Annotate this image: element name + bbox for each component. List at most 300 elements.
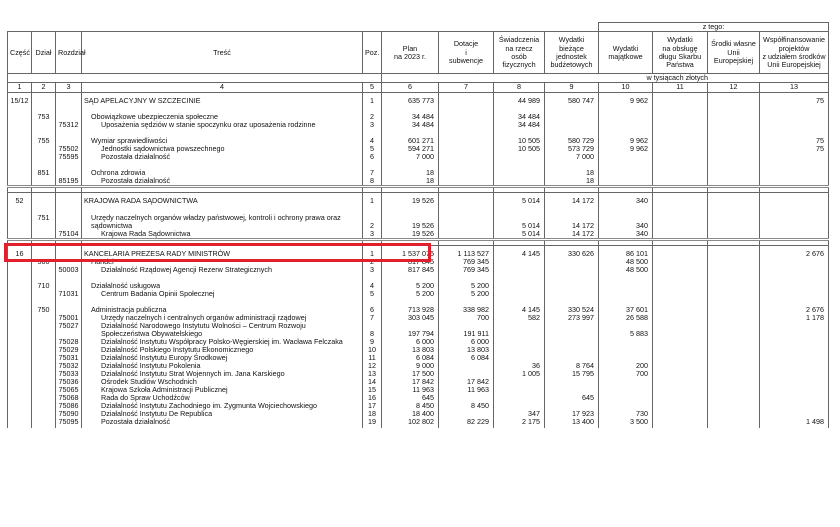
cell-biez: 14 172	[545, 193, 599, 206]
cell-tresc: sądownictwa	[82, 222, 363, 230]
cell-tresc: Działalność Instytutu Pokolenia	[82, 362, 363, 370]
cell-dzial	[32, 394, 56, 402]
empty-cell	[494, 161, 545, 169]
cell-maj	[599, 346, 653, 354]
cell-dlug	[653, 370, 708, 378]
cell-biez: 17 923	[545, 410, 599, 418]
cell-poz: 3	[363, 230, 382, 240]
cell-maj	[599, 121, 653, 129]
column-number: 8	[494, 83, 545, 92]
cell-dzial	[32, 346, 56, 354]
cell-plan: 817 845	[382, 258, 439, 266]
cell-czesc	[8, 378, 32, 386]
cell-rozdzial: 75090	[56, 410, 82, 418]
cell-dzial: 710	[32, 282, 56, 290]
cell-srodki	[708, 418, 760, 426]
cell-dzial	[32, 121, 56, 129]
cell-poz: 1	[363, 193, 382, 206]
cell-wspol: 2 676	[760, 306, 829, 314]
column-header: Rozdział	[56, 32, 82, 74]
empty-cell	[708, 274, 760, 282]
cell-plan: 19 526	[382, 230, 439, 240]
cell-maj: 9 962	[599, 92, 653, 105]
cell-dzial	[32, 418, 56, 426]
cell-plan: 8 450	[382, 402, 439, 410]
cell-srodki	[708, 338, 760, 346]
cell-poz: 9	[363, 338, 382, 346]
cell-poz: 16	[363, 394, 382, 402]
cell-dot: 769 345	[439, 266, 494, 274]
empty-cell	[8, 129, 32, 137]
cell-swiad: 34 484	[494, 113, 545, 121]
cell-rozdzial: 75065	[56, 386, 82, 394]
cell-dlug	[653, 266, 708, 274]
cell-dzial: 755	[32, 137, 56, 145]
cell-dlug	[653, 282, 708, 290]
cell-dzial	[32, 386, 56, 394]
cell-czesc: 52	[8, 193, 32, 206]
cell-czesc	[8, 394, 32, 402]
cell-srodki	[708, 346, 760, 354]
cell-dzial	[32, 354, 56, 362]
cell-dot	[439, 121, 494, 129]
empty-cell	[382, 206, 439, 214]
cell-wspol: 1 498	[760, 418, 829, 426]
cell-swiad	[494, 394, 545, 402]
empty-cell	[8, 161, 32, 169]
cell-srodki	[708, 222, 760, 230]
cell-tresc: Jednostki sądownictwa powszechnego	[82, 145, 363, 153]
empty-cell	[8, 274, 32, 282]
cell-wspol	[760, 362, 829, 370]
cell-czesc	[8, 290, 32, 298]
cell-srodki	[708, 258, 760, 266]
cell-wspol	[760, 177, 829, 187]
cell-wspol	[760, 222, 829, 230]
cell-plan: 102 802	[382, 418, 439, 426]
cell-wspol	[760, 214, 829, 222]
cell-biez: 18	[545, 169, 599, 177]
cell-czesc	[8, 386, 32, 394]
cell-srodki	[708, 402, 760, 410]
cell-wspol	[760, 338, 829, 346]
cell-dlug	[653, 362, 708, 370]
column-number: 7	[439, 83, 494, 92]
empty-cell	[56, 206, 82, 214]
table-row	[8, 92, 829, 105]
cell-tresc: Działalność Instytutu Strat Wojennych im. Jana Karskiego	[82, 370, 363, 378]
cell-dot: 338 982	[439, 306, 494, 314]
cell-dot	[439, 214, 494, 222]
cell-wspol	[760, 113, 829, 121]
cell-rozdzial: 75068	[56, 394, 82, 402]
table-row	[8, 418, 829, 426]
cell-rozdzial: 75502	[56, 145, 82, 153]
cell-biez	[545, 322, 599, 330]
cell-biez	[545, 113, 599, 121]
cell-srodki	[708, 214, 760, 222]
column-number: 5	[363, 83, 382, 92]
cell-tresc: Działalność Instytutu Zachodniego im. Zygmunta Wojciechowskiego	[82, 402, 363, 410]
cell-srodki	[708, 306, 760, 314]
cell-swiad: 5 014	[494, 193, 545, 206]
column-number: 6	[382, 83, 439, 92]
cell-dlug	[653, 306, 708, 314]
cell-czesc	[8, 402, 32, 410]
cell-poz: 2	[363, 222, 382, 230]
cell-swiad	[494, 330, 545, 338]
empty-cell	[653, 274, 708, 282]
cell-tresc: Ochrona zdrowia	[82, 169, 363, 177]
cell-swiad	[494, 290, 545, 298]
cell-srodki	[708, 121, 760, 129]
cell-dot: 6 084	[439, 354, 494, 362]
cell-biez	[545, 290, 599, 298]
cell-srodki	[708, 330, 760, 338]
cell-tresc: Pozostała działalność	[82, 177, 363, 187]
cell-biez: 330 524	[545, 306, 599, 314]
cell-srodki	[708, 354, 760, 362]
cell-tresc: Działalność Rządowej Agencji Rezerw Strategicznych	[82, 266, 363, 274]
cell-swiad	[494, 378, 545, 386]
cell-maj	[599, 113, 653, 121]
cell-rozdzial: 75032	[56, 362, 82, 370]
cell-czesc	[8, 266, 32, 274]
cell-dzial: 851	[32, 169, 56, 177]
cell-dlug	[653, 314, 708, 322]
cell-rozdzial: 75104	[56, 230, 82, 240]
cell-dlug	[653, 338, 708, 346]
cell-wspol	[760, 266, 829, 274]
column-header: Treść	[82, 32, 363, 74]
empty-cell	[545, 206, 599, 214]
cell-poz: 17	[363, 402, 382, 410]
cell-tresc: Krajowa Rada Sądownictwa	[82, 230, 363, 240]
cell-dlug	[653, 386, 708, 394]
cell-swiad: 5 014	[494, 222, 545, 230]
cell-rozdzial: 75036	[56, 378, 82, 386]
cell-dlug	[653, 222, 708, 230]
column-header: Współfinansowanie projektów z udziałem środków Unii Europejskiej	[760, 32, 829, 74]
cell-maj	[599, 177, 653, 187]
cell-swiad: 36	[494, 362, 545, 370]
cell-dot: 17 842	[439, 378, 494, 386]
empty-cell	[439, 161, 494, 169]
cell-dzial	[32, 410, 56, 418]
cell-dlug	[653, 137, 708, 145]
cell-rozdzial: 85195	[56, 177, 82, 187]
cell-srodki	[708, 314, 760, 322]
column-header: Dział	[32, 32, 56, 74]
cell-tresc: Urzędy naczelnych i centralnych organów administracji rządowej	[82, 314, 363, 322]
cell-tresc: Obowiązkowe ubezpieczenia społeczne	[82, 113, 363, 121]
unit-label: w tysiącach złotych	[382, 74, 829, 83]
cell-dot	[439, 362, 494, 370]
cell-maj: 3 500	[599, 418, 653, 426]
cell-tresc: Wymiar sprawiedliwości	[82, 137, 363, 145]
cell-swiad: 4 145	[494, 245, 545, 258]
cell-poz: 4	[363, 137, 382, 145]
empty-cell	[363, 206, 382, 214]
cell-poz: 5	[363, 145, 382, 153]
cell-maj	[599, 169, 653, 177]
cell-srodki	[708, 410, 760, 418]
cell-plan: 17 500	[382, 370, 439, 378]
cell-czesc	[8, 322, 32, 330]
cell-dzial	[32, 370, 56, 378]
cell-maj: 340	[599, 222, 653, 230]
cell-dzial	[32, 266, 56, 274]
cell-rozdzial: 75031	[56, 354, 82, 362]
cell-plan: 6 000	[382, 338, 439, 346]
empty-cell	[653, 161, 708, 169]
cell-maj: 26 588	[599, 314, 653, 322]
column-header: Plan na 2023 r.	[382, 32, 439, 74]
cell-biez	[545, 258, 599, 266]
empty-cell	[545, 274, 599, 282]
cell-biez: 645	[545, 394, 599, 402]
cell-swiad: 1 005	[494, 370, 545, 378]
cell-dlug	[653, 230, 708, 240]
cell-czesc	[8, 230, 32, 240]
column-header: Poz.	[363, 32, 382, 74]
cell-swiad	[494, 258, 545, 266]
cell-biez: 580 747	[545, 92, 599, 105]
empty-cell	[56, 161, 82, 169]
empty-cell	[8, 105, 32, 113]
cell-srodki	[708, 92, 760, 105]
cell-dlug	[653, 402, 708, 410]
cell-dlug	[653, 193, 708, 206]
cell-maj: 9 962	[599, 137, 653, 145]
cell-dlug	[653, 121, 708, 129]
cell-srodki	[708, 370, 760, 378]
budget-document	[7, 22, 828, 428]
cell-swiad: 10 505	[494, 145, 545, 153]
cell-dot	[439, 222, 494, 230]
cell-tresc: Administracja publiczna	[82, 306, 363, 314]
cell-wspol	[760, 153, 829, 161]
cell-plan: 713 928	[382, 306, 439, 314]
cell-tresc: Działalność Polskiego Instytutu Ekonomicznego	[82, 346, 363, 354]
cell-dzial	[32, 230, 56, 240]
column-header: Świadczenia na rzecz osób fizycznych	[494, 32, 545, 74]
cell-biez: 7 000	[545, 153, 599, 161]
empty-cell	[439, 129, 494, 137]
cell-poz: 11	[363, 354, 382, 362]
cell-poz: 12	[363, 362, 382, 370]
cell-czesc	[8, 121, 32, 129]
cell-dlug	[653, 92, 708, 105]
cell-biez: 14 172	[545, 222, 599, 230]
empty-cell	[708, 105, 760, 113]
cell-srodki	[708, 362, 760, 370]
cell-biez	[545, 378, 599, 386]
cell-swiad: 10 505	[494, 137, 545, 145]
cell-poz: 4	[363, 282, 382, 290]
cell-maj: 9 962	[599, 145, 653, 153]
empty-cell	[708, 161, 760, 169]
cell-srodki	[708, 322, 760, 330]
cell-wspol	[760, 322, 829, 330]
cell-swiad: 5 014	[494, 230, 545, 240]
cell-tresc: Pozostała działalność	[82, 153, 363, 161]
cell-rozdzial: 75312	[56, 121, 82, 129]
cell-srodki	[708, 113, 760, 121]
cell-maj: 37 601	[599, 306, 653, 314]
empty-cell	[708, 129, 760, 137]
cell-dzial	[32, 338, 56, 346]
cell-tresc: Urzędy naczelnych organów władzy państwowej, kontroli i ochrony prawa oraz	[82, 214, 363, 222]
cell-srodki	[708, 193, 760, 206]
cell-dot	[439, 193, 494, 206]
cell-dlug	[653, 418, 708, 426]
cell-dlug	[653, 258, 708, 266]
cell-wspol: 75	[760, 92, 829, 105]
cell-biez	[545, 282, 599, 290]
cell-wspol	[760, 169, 829, 177]
cell-dot	[439, 153, 494, 161]
cell-wspol	[760, 370, 829, 378]
cell-maj: 48 500	[599, 258, 653, 266]
column-header: Środki własne Unii Europejskiej	[708, 32, 760, 74]
cell-czesc	[8, 258, 32, 266]
cell-czesc	[8, 214, 32, 222]
empty-cell	[599, 274, 653, 282]
cell-rozdzial: 75028	[56, 338, 82, 346]
cell-rozdzial: 75095	[56, 418, 82, 426]
cell-tresc: Handel	[82, 258, 363, 266]
column-number: 4	[82, 83, 363, 92]
cell-dlug	[653, 290, 708, 298]
empty-cell	[653, 298, 708, 306]
cell-plan: 1 537 075	[382, 245, 439, 258]
cell-biez	[545, 338, 599, 346]
cell-dlug	[653, 145, 708, 153]
empty-cell	[8, 298, 32, 306]
cell-dlug	[653, 245, 708, 258]
cell-plan: 601 271	[382, 137, 439, 145]
z-tego-label: z tego:	[599, 23, 829, 32]
cell-dlug	[653, 214, 708, 222]
cell-srodki	[708, 394, 760, 402]
cell-czesc	[8, 338, 32, 346]
cell-dot	[439, 145, 494, 153]
cell-tresc: Działalność Instytutu De Republica	[82, 410, 363, 418]
cell-tresc: Społeczeństwa Obywatelskiego	[82, 330, 363, 338]
cell-dzial	[32, 92, 56, 105]
cell-srodki	[708, 282, 760, 290]
cell-swiad: 582	[494, 314, 545, 322]
cell-rozdzial: 75027	[56, 322, 82, 330]
cell-plan: 594 271	[382, 145, 439, 153]
cell-wspol: 75	[760, 145, 829, 153]
cell-biez: 14 172	[545, 230, 599, 240]
cell-plan: 5 200	[382, 282, 439, 290]
empty-cell	[56, 274, 82, 282]
cell-dzial	[32, 402, 56, 410]
cell-biez: 15 795	[545, 370, 599, 378]
cell-poz: 1	[363, 92, 382, 105]
cell-dot: 5 200	[439, 282, 494, 290]
empty-cell	[545, 105, 599, 113]
table-row	[8, 121, 829, 129]
cell-dlug	[653, 410, 708, 418]
cell-tresc: Uposażenia sędziów w stanie spoczynku oraz uposażenia rodzinne	[82, 121, 363, 129]
cell-dot: 1 113 527	[439, 245, 494, 258]
cell-czesc	[8, 370, 32, 378]
table-row	[8, 177, 829, 187]
cell-biez: 580 729	[545, 137, 599, 145]
cell-dzial	[32, 145, 56, 153]
cell-plan: 19 526	[382, 193, 439, 206]
empty-cell	[760, 105, 829, 113]
cell-dlug	[653, 322, 708, 330]
cell-biez: 18	[545, 177, 599, 187]
cell-czesc	[8, 354, 32, 362]
empty-cell	[599, 161, 653, 169]
column-number: 12	[708, 83, 760, 92]
cell-plan: 17 842	[382, 378, 439, 386]
cell-poz: 7	[363, 169, 382, 177]
cell-plan: 13 803	[382, 346, 439, 354]
cell-poz: 18	[363, 410, 382, 418]
cell-czesc	[8, 153, 32, 161]
cell-wspol	[760, 346, 829, 354]
cell-swiad	[494, 322, 545, 330]
cell-poz: 5	[363, 290, 382, 298]
cell-maj	[599, 338, 653, 346]
cell-dzial: 500	[32, 258, 56, 266]
cell-wspol: 2 676	[760, 245, 829, 258]
cell-wspol	[760, 290, 829, 298]
cell-dot	[439, 177, 494, 187]
cell-dlug	[653, 346, 708, 354]
cell-dzial	[32, 362, 56, 370]
table-row	[8, 290, 829, 298]
cell-biez	[545, 330, 599, 338]
cell-tresc: Ośrodek Studiów Wschodnich	[82, 378, 363, 386]
cell-wspol: 75	[760, 137, 829, 145]
cell-poz: 8	[363, 177, 382, 187]
table-header	[8, 23, 829, 93]
cell-tresc: Pozostała działalność	[82, 418, 363, 426]
cell-plan: 18 400	[382, 410, 439, 418]
cell-plan: 7 000	[382, 153, 439, 161]
cell-rozdzial	[56, 214, 82, 222]
empty-cell	[708, 298, 760, 306]
empty-cell	[56, 105, 82, 113]
cell-plan: 18	[382, 169, 439, 177]
cell-swiad	[494, 346, 545, 354]
empty-cell	[494, 206, 545, 214]
cell-srodki	[708, 245, 760, 258]
empty-cell	[599, 206, 653, 214]
cell-maj: 700	[599, 370, 653, 378]
cell-swiad	[494, 386, 545, 394]
cell-dlug	[653, 153, 708, 161]
column-number: 10	[599, 83, 653, 92]
cell-dzial	[32, 193, 56, 206]
cell-dot: 82 229	[439, 418, 494, 426]
cell-czesc	[8, 314, 32, 322]
cell-swiad: 347	[494, 410, 545, 418]
cell-wspol	[760, 386, 829, 394]
table-end	[8, 426, 829, 428]
cell-biez: 273 997	[545, 314, 599, 322]
cell-poz: 8	[363, 330, 382, 338]
cell-srodki	[708, 266, 760, 274]
